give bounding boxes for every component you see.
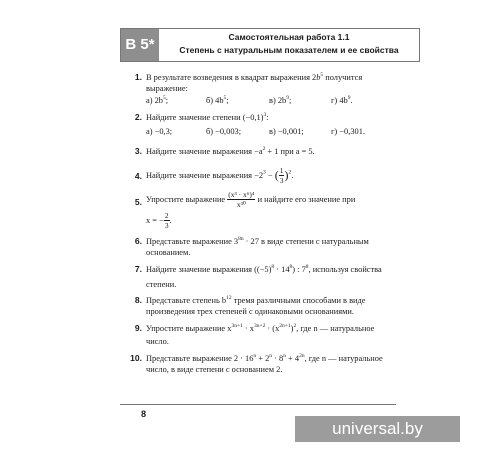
task-number: 9. bbox=[134, 323, 142, 333]
option-b[interactable]: б) $4b^5$; bbox=[206, 95, 229, 105]
option-d[interactable]: г) $4b^9$. bbox=[331, 95, 353, 105]
task-text: Представьте выражение $3^{8n} \cdot 27$ в виде степени с натуральным основанием. bbox=[146, 236, 369, 257]
task-text: Найдите значение степени $(-0,1)^3$: bbox=[146, 112, 269, 122]
task-text: В результате возведения в квадрат выражения $2b^5$ получится выражение: bbox=[146, 72, 363, 93]
task-text: Представьте степень $b^{12}$ тремя различными способами в виде произведения трех степеней с одинаковыми основаниями. bbox=[146, 295, 366, 316]
option-c[interactable]: в) $2b^9$; bbox=[269, 95, 292, 105]
worksheet-title bbox=[159, 31, 419, 57]
option-a[interactable]: а) $2b^5$; bbox=[146, 95, 169, 105]
task-number: 8. bbox=[134, 295, 142, 305]
worksheet-header bbox=[120, 28, 420, 62]
title-line-2: Степень с натуральным показателем и ее свойства bbox=[179, 45, 399, 55]
task-text: Упростите выражение $\frac{\text{(x³ · x⁶)⁴}}{\text{x³⁰}}$ и найдите его значение при x = − $\frac{2}{3}$ . bbox=[146, 190, 356, 230]
fraction: $\frac{2}{3}$ bbox=[164, 211, 169, 230]
option-c[interactable]: в) −0,001; bbox=[269, 127, 304, 136]
option-a[interactable]: а) −0,3; bbox=[146, 127, 173, 136]
title-line-1: Самостоятельная работа 1.1 bbox=[228, 32, 350, 42]
task-number: 1. bbox=[134, 72, 142, 82]
task-number: 2. bbox=[134, 112, 142, 122]
footer-divider bbox=[120, 404, 396, 405]
watermark-logo: universal.by bbox=[295, 416, 460, 442]
option-b[interactable]: б) −0,003; bbox=[206, 127, 242, 136]
task-text: Найдите значение выражения $-a^2 + 1$ при a = 5. bbox=[146, 146, 315, 156]
task-number: 5. bbox=[134, 197, 142, 207]
task-text: Представьте выражение $2 \cdot 16^n + 2^n \cdot 8^n + 4^{2n}$, где n — натуральное число, в виде степени с основанием 2. bbox=[146, 353, 383, 374]
fraction: $\frac{\text{(x³ · x⁶)⁴}}{\text{x³⁰}}$ bbox=[228, 190, 255, 209]
option-d[interactable]: г) −0,301. bbox=[331, 127, 365, 136]
task-number: 10. bbox=[130, 353, 142, 363]
task-text: Найдите значение выражения $-2^3$ − ( $\frac{1}{3}$ )$^2$. bbox=[146, 166, 294, 185]
fraction: $\frac{1}{3}$ bbox=[279, 166, 284, 185]
task-number: 4. bbox=[134, 171, 142, 181]
task-text: Найдите значение выражения $((-5)^8 \cdot 14^8)$ : $7^8$, используя свойства степени. bbox=[146, 264, 382, 289]
task-text: Упростите выражение $x^{3n+1} \cdot x^{3n+2} \cdot (x^{2n+1})^2$, где n — натуральное число. bbox=[146, 323, 375, 346]
variant-badge: В 5* bbox=[121, 29, 159, 61]
task-number: 6. bbox=[134, 236, 142, 246]
task-number: 3. bbox=[134, 146, 142, 156]
task-number: 7. bbox=[134, 264, 142, 274]
page-number: 8 bbox=[141, 409, 147, 419]
